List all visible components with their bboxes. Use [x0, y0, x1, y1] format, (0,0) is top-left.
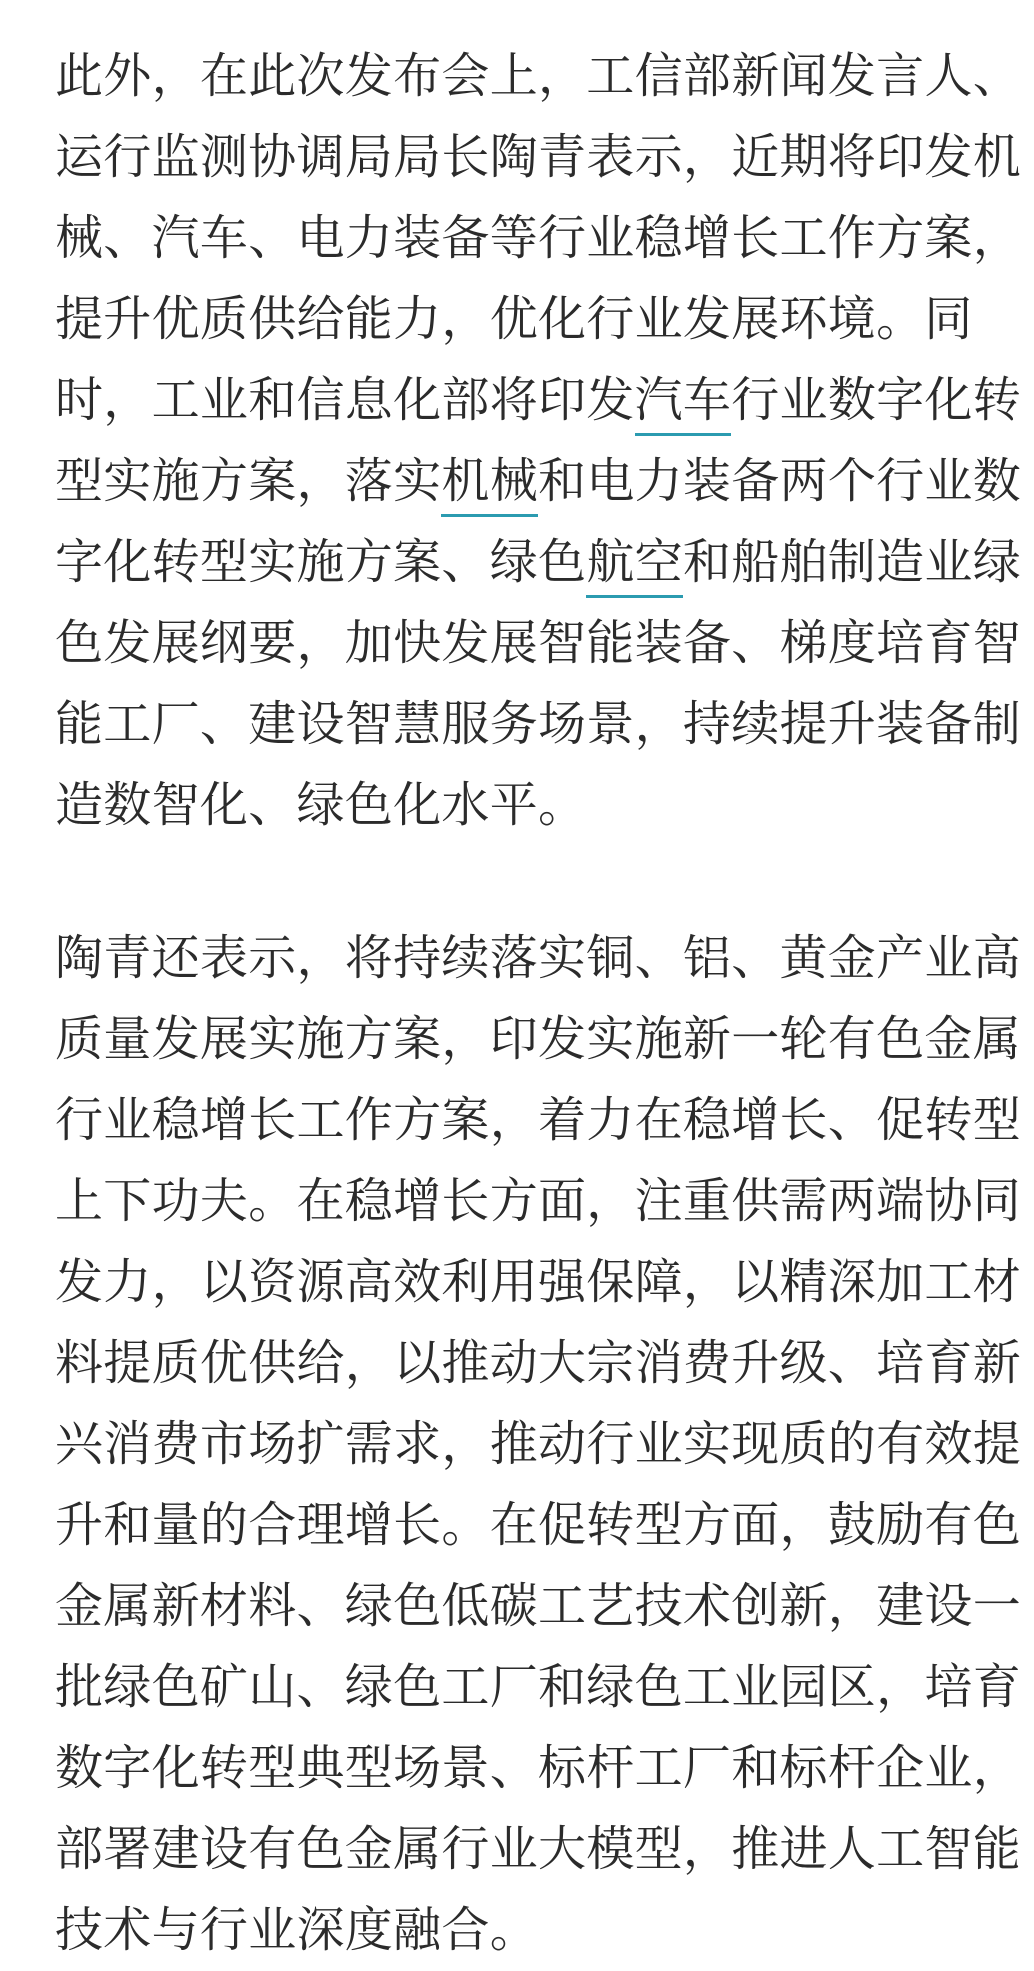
text-line [55, 765, 985, 846]
text-segment: 时，工业和信息化部将印发 [55, 372, 635, 428]
text-segment: 料提质优供给，以推动大宗消费升级、培育新 [55, 1335, 1022, 1391]
keyword-link[interactable]: 航空 [586, 534, 683, 598]
text-segment: 发力，以资源高效利用强保障，以精深加工材 [55, 1254, 1022, 1310]
text-line [55, 279, 985, 360]
text-segment: 批绿色矿山、绿色工厂和绿色工业园区，培育 [55, 1659, 1022, 1715]
text-segment: 此外，在此次发布会上，工信部新闻发言人、 [55, 48, 1022, 104]
text-line [55, 522, 1022, 603]
text-line [55, 360, 1022, 441]
text-line [55, 441, 1022, 522]
text-segment: 上下功夫。在稳增长方面，注重供需两端协同 [55, 1173, 1022, 1229]
text-line [55, 117, 1022, 198]
article-body [55, 36, 1022, 1971]
text-segment: 技术与行业深度融合。 [55, 1902, 539, 1958]
text-line [55, 918, 1022, 999]
text-line [55, 999, 1022, 1080]
text-segment: 械、汽车、电力装备等行业稳增长工作方案， [55, 210, 1022, 266]
text-segment: 提升优质供给能力，优化行业发展环境。同 [55, 291, 973, 347]
text-segment: 兴消费市场扩需求，推动行业实现质的有效提 [55, 1416, 1022, 1472]
text-segment: 能工厂、建设智慧服务场景，持续提升装备制 [55, 696, 1022, 752]
text-segment: 造数智化、绿色化水平。 [55, 777, 587, 833]
text-line [55, 1404, 1022, 1485]
text-line [55, 36, 1022, 117]
text-line [55, 603, 1022, 684]
article-paragraph [55, 918, 1022, 1971]
keyword-link[interactable]: 机械 [441, 453, 538, 517]
text-line [55, 1728, 1022, 1809]
text-segment: 升和量的合理增长。在促转型方面，鼓励有色 [55, 1497, 1022, 1553]
text-line [55, 1890, 985, 1971]
text-segment: 金属新材料、绿色低碳工艺技术创新，建设一 [55, 1578, 1022, 1634]
text-line [55, 1323, 1022, 1404]
text-segment: 型实施方案，落实 [55, 453, 442, 509]
text-segment: 质量发展实施方案，印发实施新一轮有色金属 [55, 1011, 1022, 1067]
text-segment: 部署建设有色金属行业大模型，推进人工智能 [55, 1821, 1022, 1877]
text-segment: 数字化转型典型场景、标杆工厂和标杆企业， [55, 1740, 1022, 1796]
text-line [55, 684, 1022, 765]
text-segment: 运行监测协调局局长陶青表示，近期将印发机 [55, 129, 1022, 185]
text-line [55, 1809, 1022, 1890]
text-line [55, 1566, 1022, 1647]
text-line [55, 198, 1022, 279]
text-segment: 色发展纲要，加快发展智能装备、梯度培育智 [55, 615, 1022, 671]
keyword-link[interactable]: 汽车 [635, 372, 732, 436]
text-segment: 字化转型实施方案、绿色 [55, 534, 587, 590]
text-segment: 陶青还表示，将持续落实铜、铝、黄金产业高 [55, 930, 1022, 986]
text-line [55, 1485, 1022, 1566]
text-segment: 和电力装备两个行业数 [538, 453, 1022, 509]
text-segment: 行业数字化转 [731, 372, 1022, 428]
text-segment: 和船舶制造业绿 [682, 534, 1022, 590]
text-line [55, 1161, 1022, 1242]
text-line [55, 1242, 1022, 1323]
article-paragraph [55, 36, 1022, 846]
text-line [55, 1080, 1022, 1161]
text-line [55, 1647, 1022, 1728]
text-segment: 行业稳增长工作方案，着力在稳增长、促转型 [55, 1092, 1022, 1148]
